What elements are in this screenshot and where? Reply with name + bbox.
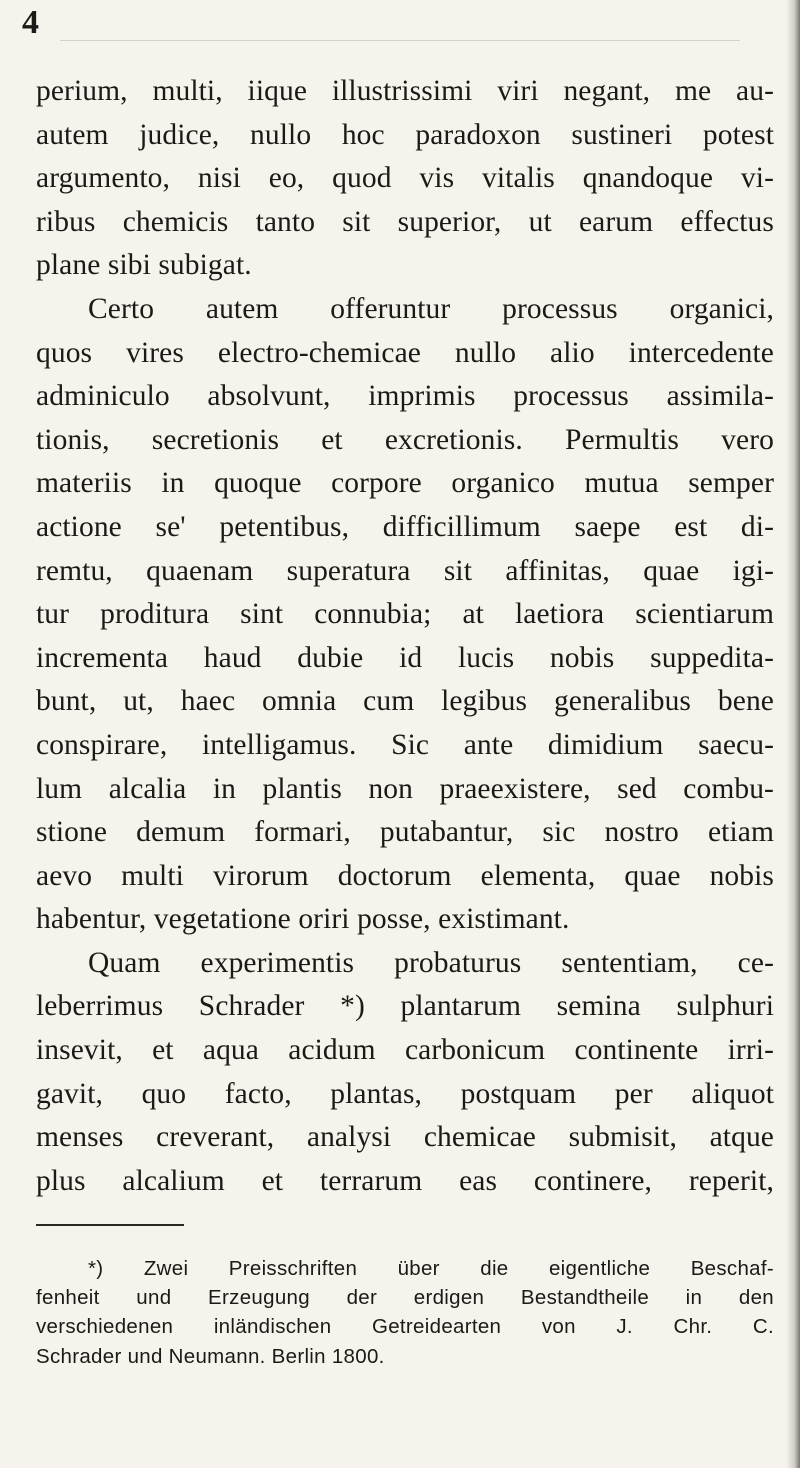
text-line: adminiculo absolvunt, imprimis processus assimila- <box>36 380 774 413</box>
text-line: remtu, quaenam superatura sit affinitas, quae igi- <box>36 554 774 587</box>
text-line: plane sibi subigat. <box>36 249 252 282</box>
text-line: Quam experimentis probaturus sententiam, ce- <box>88 946 774 979</box>
footnote-block <box>36 1254 774 1371</box>
page-edge-shadow <box>786 0 800 1468</box>
text-line: conspirare, intelligamus. Sic ante dimidium saecu- <box>36 728 774 761</box>
footnote-divider <box>36 1224 184 1226</box>
footnote-line: Schrader und Neumann. Berlin 1800. <box>36 1344 385 1368</box>
text-line: insevit, et aqua acidum carbonicum continente irri- <box>36 1034 774 1067</box>
page-number: 4 <box>22 4 39 41</box>
text-line: argumento, nisi eo, quod vis vitalis qnandoque vi- <box>36 162 774 195</box>
text-line: lum alcalia in plantis non praeexistere, sed combu- <box>36 772 774 805</box>
footnote-line: verschiedenen inländischen Getreidearten von J. Chr. C. <box>36 1315 774 1339</box>
text-line: Certo autem offeruntur processus organici, <box>88 292 774 325</box>
text-line: plus alcalium et terrarum eas continere, reperit, <box>36 1164 774 1197</box>
main-text-block <box>36 70 774 1203</box>
text-line: quos vires electro-chemicae nullo alio intercedente <box>36 336 774 369</box>
text-line: tur proditura sint connubia; at laetiora scientiarum <box>36 598 774 631</box>
text-line: materiis in quoque corpore organico mutua semper <box>36 467 774 500</box>
text-line: autem judice, nullo hoc paradoxon sustineri potest <box>36 118 774 151</box>
text-line: menses creverant, analysi chemicae submisit, atque <box>36 1121 774 1154</box>
text-line: actione se' petentibus, difficillimum saepe est di- <box>36 510 774 543</box>
text-line: ribus chemicis tanto sit superior, ut earum effectus <box>36 205 774 238</box>
text-line: incrementa haud dubie id lucis nobis suppedita- <box>36 641 774 674</box>
text-line: bunt, ut, haec omnia cum legibus generalibus bene <box>36 685 774 718</box>
footnote-line: fenheit und Erzeugung der erdigen Bestandtheile in den <box>36 1286 774 1310</box>
text-line: leberrimus Schrader *) plantarum semina sulphuri <box>36 990 774 1023</box>
text-line: habentur, vegetatione oriri posse, existimant. <box>36 903 570 936</box>
text-line: tionis, secretionis et excretionis. Permultis vero <box>36 423 774 456</box>
text-line: stione demum formari, putabantur, sic nostro etiam <box>36 816 774 849</box>
footnote-line: *) Zwei Preisschriften über die eigentliche Beschaf- <box>88 1257 774 1280</box>
text-line: gavit, quo facto, plantas, postquam per aliquot <box>36 1077 774 1110</box>
header-shadow <box>60 40 740 41</box>
text-line: aevo multi virorum doctorum elementa, quae nobis <box>36 859 774 892</box>
text-line: perium, multi, iique illustrissimi viri negant, me au- <box>36 75 774 107</box>
